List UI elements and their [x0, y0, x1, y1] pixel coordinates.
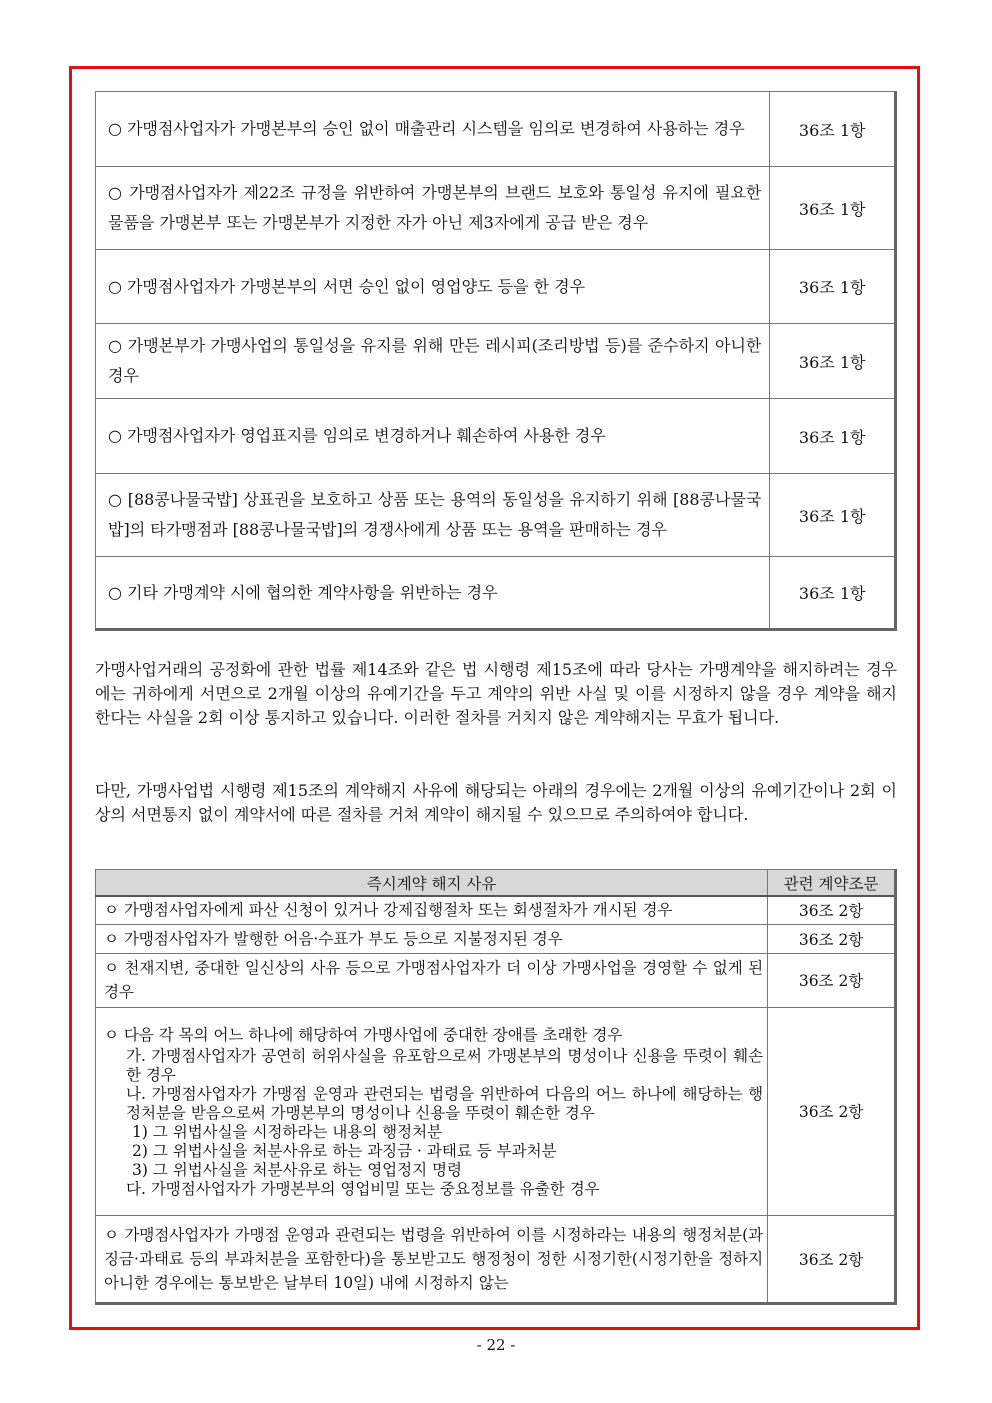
- reason-text: ○ 가맹본부가 가맹사업의 통일성을 유지를 위해 만든 레시피(조리방법 등)를 준수하지 아니한 경우: [96, 324, 770, 399]
- reason-text: ○ 가맹점사업자가 가맹본부의 서면 승인 없이 영업양도 등을 한 경우: [96, 250, 770, 324]
- table-row: [96, 896, 896, 924]
- clause-ref: 36조 2항: [768, 1215, 896, 1303]
- table-row: [96, 924, 896, 953]
- column-header-reason: 즉시계약 해지 사유: [96, 870, 768, 897]
- reason-text: ○ [88콩나물국밥] 상표권을 보호하고 상품 또는 용역의 동일성을 유지하기 위해 [88콩나물국밥]의 타가맹점과 [88콩나물국밥]의 경쟁사에게 상품 또는 용역을 판매하는 경우: [96, 474, 770, 557]
- immediate-termination-table: [95, 869, 897, 1305]
- clause-ref: 36조 1항: [770, 92, 896, 167]
- reason-text: ㅇ 다음 각 목의 어느 하나에 해당하여 가맹사업에 중대한 장애를 초래한 경우: [104, 1026, 623, 1044]
- clause-ref: 36조 1항: [770, 557, 896, 630]
- subitem-na-3: 3) 그 위법사실을 처분사유로 하는 영업정지 명령: [132, 1161, 462, 1179]
- table-row: [96, 1215, 896, 1303]
- subitem-na-1: 1) 그 위법사실을 시정하라는 내용의 행정처분: [132, 1123, 443, 1141]
- clause-ref: 36조 1항: [770, 324, 896, 399]
- table-row: [96, 250, 896, 324]
- reason-text: ○ 가맹점사업자가 제22조 규정을 위반하여 가맹본부의 브랜드 보호와 통일성 유지에 필요한 물품을 가맹본부 또는 가맹본부가 지정한 자가 아닌 제3자에게 공급 받은 경우: [96, 167, 770, 250]
- reason-text: ㅇ 가맹점사업자가 발행한 어음·수표가 부도 등으로 지불정지된 경우: [96, 924, 768, 953]
- table-row: [96, 167, 896, 250]
- clause-ref: 36조 2항: [768, 896, 896, 924]
- reason-text: ㅇ 가맹점사업자에게 파산 신청이 있거나 강제집행절차 또는 회생절차가 개시된 경우: [96, 896, 768, 924]
- table-row: [96, 324, 896, 399]
- reason-text: ○ 가맹점사업자가 가맹본부의 승인 없이 매출관리 시스템을 임의로 변경하여 사용하는 경우: [96, 92, 770, 167]
- table-row: [96, 399, 896, 474]
- subitem-da: 다. 가맹점사업자가 가맹본부의 영업비밀 또는 중요정보를 유출한 경우: [126, 1180, 600, 1198]
- table-row: [96, 557, 896, 630]
- subitem-na-2: 2) 그 위법사실을 처분사유로 하는 과징금 · 과태료 등 부과처분: [132, 1142, 557, 1160]
- reason-text: ㅇ 가맹점사업자가 가맹점 운영과 관련되는 법령을 위반하여 이를 시정하라는 내용의 행정처분(과징금·과태료 등의 부과처분을 포함한다)을 통보받고도 행정청이 정한 시정기한(시정기한을 정하지 아니한 경우에는 통보받은 날부터 10일) 내에 시정하지 않는: [96, 1215, 768, 1303]
- clause-ref: 36조 2항: [768, 924, 896, 953]
- termination-notice-paragraph: 가맹사업거래의 공정화에 관한 법률 제14조와 같은 법 시행령 제15조에 따라 당사는 가맹계약을 해지하려는 경우에는 귀하에게 서면으로 2개월 이상의 유예기간을 두고 계약의 위반 사실 및 이를 시정하지 않을 경우 계약을 해지한다는 사실을 2회 이상 통지하고 있습니다. 이러한 절차를 거치지 않은 계약해지는 무효가 됩니다.: [95, 660, 897, 727]
- clause-ref: 36조 2항: [768, 1007, 896, 1215]
- clause-ref: 36조 2항: [768, 953, 896, 1007]
- clause-ref: 36조 1항: [770, 167, 896, 250]
- table-row: [96, 953, 896, 1007]
- reason-text: ㅇ 천재지변, 중대한 일신상의 사유 등으로 가맹점사업자가 더 이상 가맹사업을 경영할 수 없게 된 경우: [96, 953, 768, 1007]
- reason-text: ○ 기타 가맹계약 시에 협의한 계약사항을 위반하는 경우: [96, 557, 770, 630]
- table-row: [96, 474, 896, 557]
- immediate-termination-paragraph: 다만, 가맹사업법 시행령 제15조의 계약해지 사유에 해당되는 아래의 경우에는 2개월 이상의 유예기간이나 2회 이상의 서면통지 없이 계약서에 따른 절차를 거쳐 계약이 해지될 수 있으므로 주의하여야 합니다.: [95, 781, 897, 824]
- clause-ref: 36조 1항: [770, 474, 896, 557]
- column-header-clause: 관련 계약조문: [768, 870, 896, 897]
- clause-ref: 36조 1항: [770, 399, 896, 474]
- reason-text: ○ 가맹점사업자가 영업표지를 임의로 변경하거나 훼손하여 사용한 경우: [96, 399, 770, 474]
- reason-text-with-subitems: [96, 1007, 768, 1215]
- table-row: [96, 1007, 896, 1215]
- subitem-na: 나. 가맹점사업자가 가맹점 운영과 관련되는 법령을 위반하여 다음의 어느 하나에 해당하는 행정처분을 받음으로써 가맹본부의 명성이나 신용을 뚜렷이 훼손한 경우: [126, 1085, 764, 1122]
- page-number: - 22 -: [476, 1336, 516, 1354]
- table-row: [96, 92, 896, 167]
- table-header-row: [96, 870, 896, 897]
- clause-ref: 36조 1항: [770, 250, 896, 324]
- subitem-ga: 가. 가맹점사업자가 공연히 허위사실을 유포함으로써 가맹본부의 명성이나 신용을 뚜렷이 훼손한 경우: [126, 1047, 764, 1084]
- termination-reasons-table: [95, 91, 897, 631]
